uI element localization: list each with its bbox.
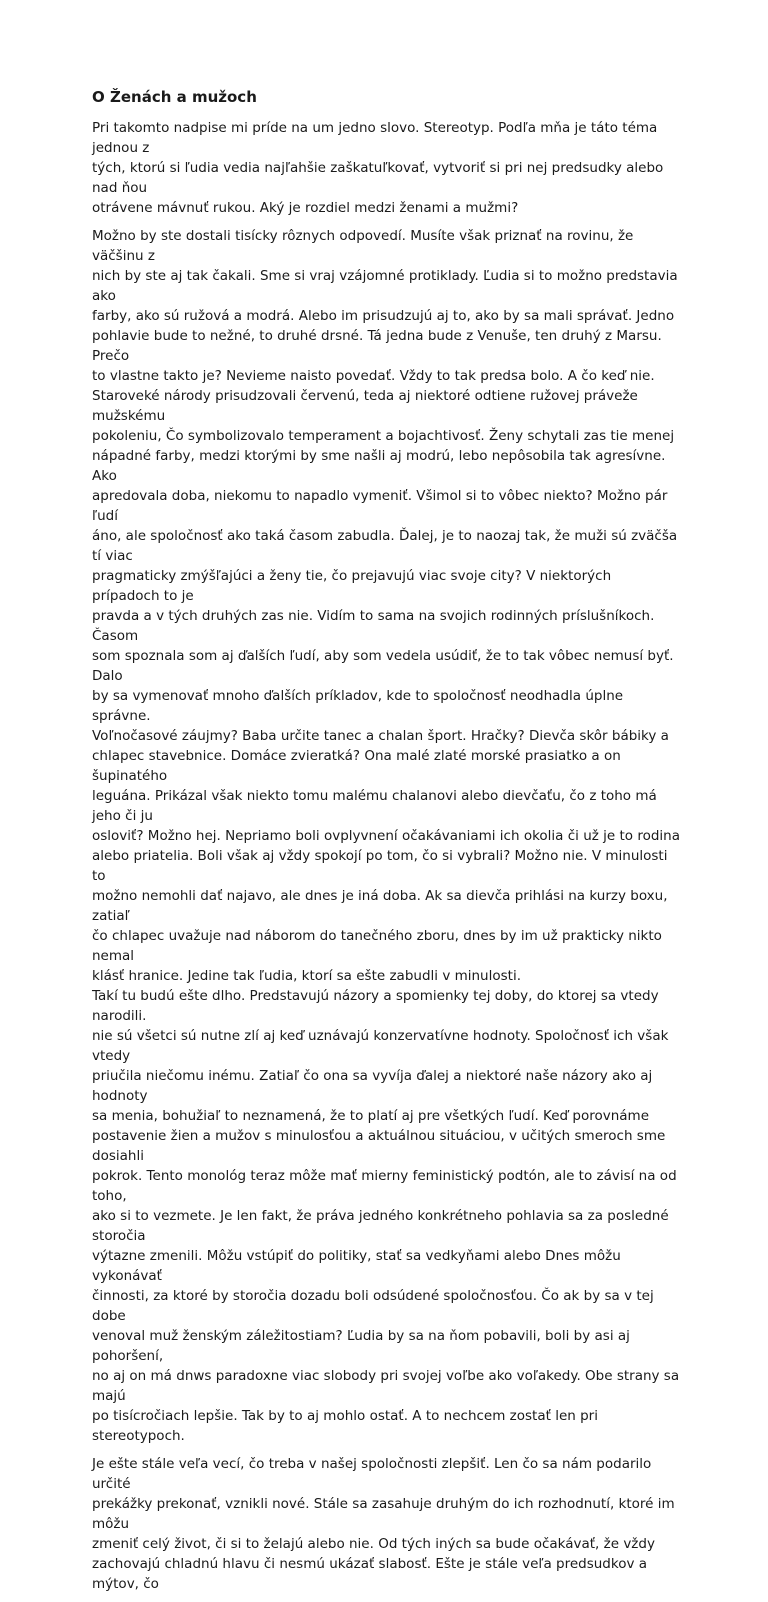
document-body (92, 86, 682, 1602)
paragraph-main: Možno by ste dostali tisícky rôznych odpovedí. Musíte však priznať na rovinu, že väčšinu z nich by ste aj tak čakali. Sme si vraj vzájomné protiklady. Ľudia si to možno predstavia ako farby, ako sú ružová a modrá. Alebo im prisudzujú aj to, ako by sa mali správať. Jedno pohlavie bude to nežné, to druhé drsné. Tá jedna bude z Venuše, ten druhý z Marsu. Prečo to vlastne takto je? Nevieme naisto povedať. Vždy to tak predsa bolo. A čo keď nie. Staroveké národy prisudzovali červenú, teda aj niektoré odtiene ružovej práveže mužskému pokoleniu, Čo symbolizovalo temperament a bojachtivosť. Ženy schytali zas tie menej nápadné farby, medzi ktorými by sme našli aj modrú, lebo nepôsobila tak agresívne. Ako apredovala doba, niekomu to napadlo vymeniť. Všimol si to vôbec niekto? Možno pár ľudí áno, ale spoločnosť ako taká časom zabudla. Ďalej, je to naozaj tak, že muži sú zväčša tí viac pragmaticky zmýšľajúci a ženy tie, čo prejavujú viac svoje city? V niektorých prípadoch to je pravda a v tých druhých zas nie. Vidím to sama na svojich rodinných príslušníkoch. Časom som spoznala som aj ďalších ľudí, aby som vedela usúdiť, že to tak vôbec nemusí byť. Dalo by sa vymenovať mnoho ďalších príkladov, kde to spoločnosť neodhadla úplne správne. Voľnočasové záujmy? Baba určite tanec a chalan šport. Hračky? Dievča skôr bábiky a chlapec stavebnice. Domáce zvieratká? Ona malé zlaté morské prasiatko a on šupinatého leguána. Prikázal však niekto tomu malému chalanovi alebo dievčaťu, čo z toho má jeho či ju osloviť? Možno hej. Nepriamo boli ovplyvnení očakávaniami ich okolia či už je to rodina alebo priatelia. Boli však aj vždy spokojí po tom, čo si vybrali? Možno nie. V minulosti to možno nemohli dať najavo, ale dnes je iná doba. Ak sa dievča prihlási na kurzy boxu, zatiaľ čo chlapec uvažuje nad náborom do tanečného zboru, dnes by im už prakticky nikto nemal klásť hranice. Jedine tak ľudia, ktorí sa ešte zabudli v minulosti. Takí tu budú ešte dlho. Predstavujú názory a spomienky tej doby, do ktorej sa vtedy narodili. nie sú všetci sú nutne zlí aj keď uznávajú konzervatívne hodnoty. Spoločnosť ich však vtedy priučila niečomu inému. Zatiaľ čo ona sa vyvíja ďalej a niektoré naše názory ako aj hodnoty sa menia, bohužiaľ to neznamená, že to platí aj pre všetkých ľudí. Keď porovnáme postavenie žien a mužov s minulosťou a aktuálnou situáciou, v učitých smeroch sme dosiahli pokrok. Tento monológ teraz môže mať mierny feministický podtón, ale to závisí na od toho, ako si to vezmete. Je len fakt, že práva jedného konkrétneho pohlavia sa za posledné storočia výtazne zmenili. Môžu vstúpiť do politiky, stať sa vedkyňami alebo Dnes môžu vykonávať činnosti, za ktoré by storočia dozadu boli odsúdené spoločnosťou. Čo ak by sa v tej dobe venoval muž ženským záležitostiam? Ľudia by sa na ňom pobavili, boli by asi aj pohoršení, no aj on má dnws paradoxne viac slobody pri svojej voľbe ako voľakedy. Obe strany sa majú po tisícročiach lepšie. Tak by to aj mohlo ostať. A to nechcem zostať len pri stereotypoch. (92, 228, 681, 1444)
paragraph-closing: Je ešte stále veľa vecí, čo treba v našej spoločnosti zlepšiť. Len čo sa nám podarilo určité prekážky prekonať, vznikli nové. Stále sa zasahuje druhým do ich rozhodnutí, ktoré im môžu zmeniť celý život, či si to želajú alebo nie. Od tých iných sa bude očakávať, že vždy zachovajú chladnú hlavu či nesmú ukázať slabosť. Ešte je stále veľa predsudkov a mýtov, čo (92, 1456, 675, 1592)
paragraph-intro: Pri takomto nadpise mi príde na um jedno slovo. Stereotyp. Podľa mňa je táto téma jednou z tých, ktorú si ľudia vedia najľahšie zaškatuľkovať, vytvoriť si pri nej predsudky alebo nad ňou otrávene mávnuť rukou. Aký je rozdiel medzi ženami a mužmi? (92, 120, 664, 216)
document-title: O Ženách a mužoch (92, 88, 257, 106)
